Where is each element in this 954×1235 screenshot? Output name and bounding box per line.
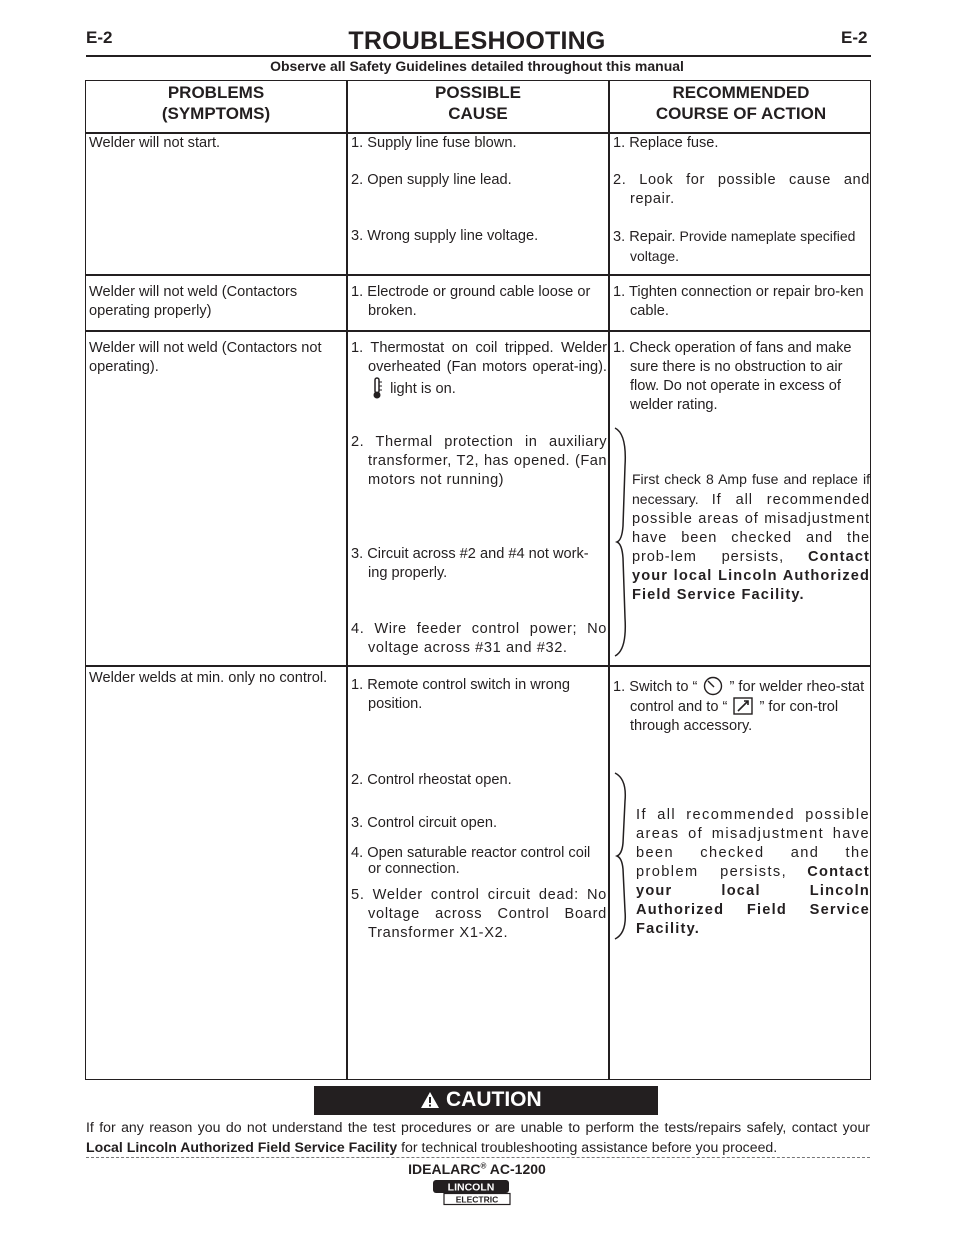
row2-cause-1: 1. Electrode or ground cable loose or broken. <box>351 284 591 319</box>
column-divider <box>608 81 610 1079</box>
caution-banner <box>314 1086 658 1115</box>
row3-action-group: First check 8 Amp fuse and replace if necessary. If all recommended possible areas of misadjustment have been checked and the prob-lem persists, Contact your local Lincoln Authorized Field Service Facility. <box>632 471 870 603</box>
row3-action-1: 1. Check operation of fans and make sure there is no obstruction to air flow. Do not operate in excess of welder rating. <box>613 340 852 413</box>
row1-cause-1: 1. Supply line fuse blown. <box>351 135 517 151</box>
row3-cause-1: 1. Thermostat on coil tripped. Welder overheated (Fan motors operat-ing). light is on. <box>351 340 607 397</box>
header-problems: PROBLEMS (SYMPTOMS) <box>161 83 271 123</box>
title-rule <box>86 55 871 57</box>
row1-cause-2: 2. Open supply line lead. <box>351 172 512 188</box>
footer-divider <box>86 1157 870 1158</box>
row4-action-1: 1. Switch to “ ” for welder rheo-stat control and to “ ” for con-trol through accessory. <box>613 676 870 736</box>
caution-label: CAUTION <box>446 1088 542 1111</box>
header-cause: POSSIBLE CAUSE <box>435 83 521 123</box>
caution-text: If for any reason you do not understand the test procedures or are unable to perform the tests/repairs safely, contact your Local Lincoln Authorized Field Service Facility for technical troubleshooting assistance before you proceed. <box>86 1119 870 1155</box>
row4-problem: Welder welds at min. only no control. <box>89 670 328 686</box>
row3-problem: Welder will not weld (Contactors not operating). <box>89 340 322 375</box>
row4-action-group: If all recommended possible areas of misadjustment have been checked and the problem persists, Contact your local Lincoln Authorized Field Service Facility. <box>636 807 870 937</box>
page-number-right: E-2 <box>841 28 868 47</box>
row4-cause-5: 5. Welder control circuit dead: No voltage across Control Board Transformer X1-X2. <box>351 887 607 941</box>
svg-text:LINCOLN: LINCOLN <box>447 1181 495 1194</box>
row-divider <box>86 665 870 667</box>
header-action: RECOMMENDED COURSE OF ACTION <box>655 83 827 123</box>
safety-note: Observe all Safety Guidelines detailed throughout this manual <box>270 58 684 74</box>
row1-cause-3: 3. Wrong supply line voltage. <box>351 228 539 244</box>
lincoln-electric-logo <box>432 1178 512 1208</box>
svg-text:ELECTRIC: ELECTRIC <box>455 1194 499 1205</box>
row2-problem: Welder will not weld (Contactors operating properly) <box>89 284 298 319</box>
thermometer-icon <box>371 377 383 399</box>
model-name: IDEALARC® AC-1200 <box>408 1161 546 1177</box>
troubleshooting-table <box>85 80 871 1080</box>
row2-action-1: 1. Tighten connection or repair bro-ken cable. <box>613 284 864 319</box>
row3-cause-3: 3. Circuit across #2 and #4 not work-ing properly. <box>351 546 589 581</box>
local-control-icon <box>703 676 723 696</box>
curly-brace-icon <box>613 771 633 941</box>
remote-control-icon <box>733 697 753 715</box>
row-divider <box>86 330 870 332</box>
page-number-left: E-2 <box>86 28 113 47</box>
curly-brace-icon <box>613 426 633 658</box>
row1-action-3: 3. Repair. Provide nameplate specified voltage. <box>613 228 856 264</box>
row4-cause-1: 1. Remote control switch in wrong position. <box>351 677 570 712</box>
row4-cause-4: 4. Open saturable reactor control coil or connection. <box>351 845 591 877</box>
row1-action-1: 1. Replace fuse. <box>613 135 719 151</box>
row4-cause-2: 2. Control rheostat open. <box>351 772 512 788</box>
row3-cause-4: 4. Wire feeder control power; No voltage across #31 and #32. <box>351 621 607 656</box>
row1-action-2: 2. Look for possible cause and repair. <box>613 172 870 207</box>
row-divider <box>86 274 870 276</box>
row1-problem: Welder will not start. <box>89 135 221 151</box>
row3-cause-2: 2. Thermal protection in auxiliary transformer, T2, has opened. (Fan motors not running) <box>351 434 607 488</box>
warning-triangle-icon <box>420 1091 440 1109</box>
column-divider <box>346 81 348 1079</box>
row4-cause-3: 3. Control circuit open. <box>351 815 498 831</box>
page-title: TROUBLESHOOTING <box>348 27 606 55</box>
